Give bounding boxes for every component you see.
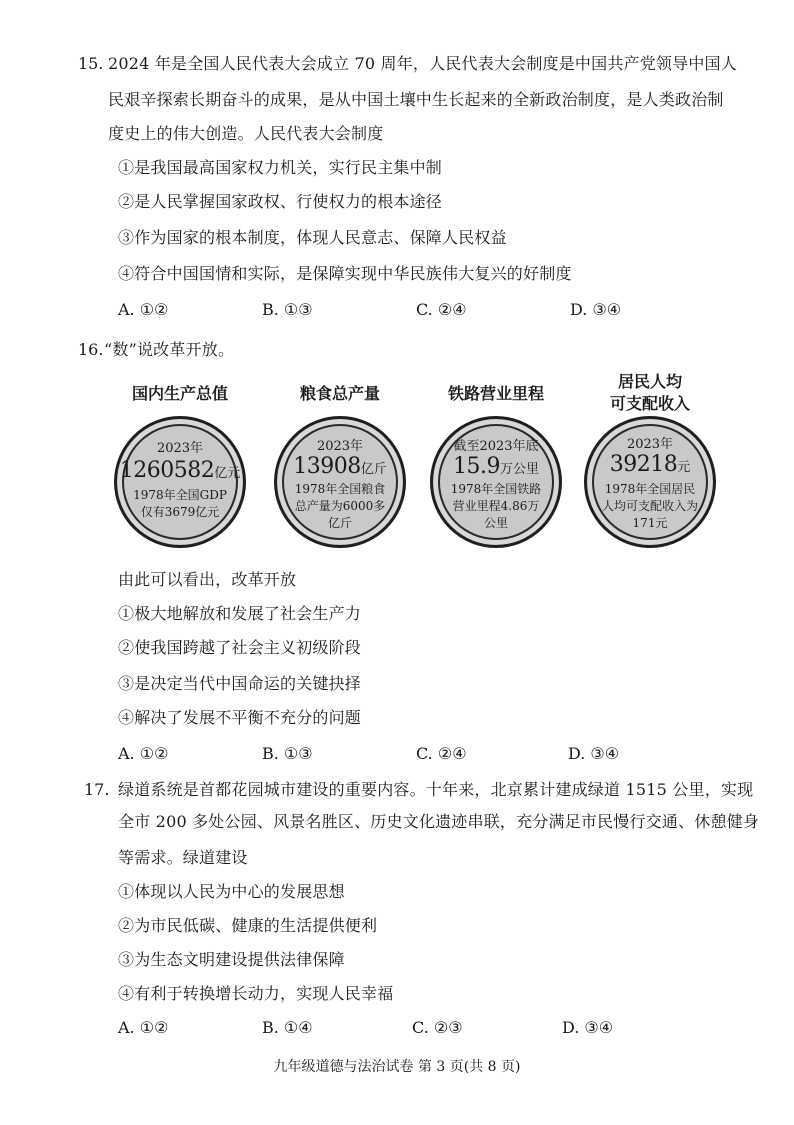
- question-16-item-1: ①极大地解放和发展了社会生产力: [118, 604, 362, 623]
- question-17-option-a[interactable]: A. ①②: [118, 1018, 169, 1037]
- question-15-item-3: ③作为国家的根本制度，体现人民意志、保障人民权益: [118, 228, 507, 247]
- circle-1-note: 1978年全国GDP仅有3679亿元: [133, 488, 227, 519]
- question-15-item-4: ④符合中国国情和实际，是保障实现中华民族伟大复兴的好制度: [118, 264, 572, 283]
- question-15-option-d[interactable]: D. ③④: [570, 300, 622, 319]
- circle-4-title-line-1: 居民人均: [617, 372, 682, 391]
- question-15-item-1: ①是我国最高国家权力机关，实行民主集中制: [118, 158, 443, 177]
- circle-3-value: [433, 455, 559, 482]
- circle-2-title: 粮食总产量: [299, 384, 380, 403]
- circle-4-unit: 元: [677, 460, 691, 475]
- question-17-number: 17.: [84, 780, 110, 799]
- question-15-stem-line-1: 2024 年是全国人民代表大会成立 70 周年，人民代表大会制度是中国共产党领导中国人: [108, 54, 737, 73]
- question-16-number: 16.: [78, 340, 104, 359]
- income-circle: [584, 416, 716, 548]
- question-17-option-d[interactable]: D. ③④: [562, 1018, 614, 1037]
- circle-3-note: 1978年全国铁路营业里程4.86万公里: [450, 482, 542, 530]
- page-footer: 九年级道德与法治试卷 第 3 页(共 8 页): [273, 1059, 521, 1075]
- question-15-option-a[interactable]: A. ①②: [118, 300, 169, 319]
- circle-3-year: 截至2023年底: [453, 439, 539, 454]
- question-15-item-2: ②是人民掌握国家政权、行使权力的根本途径: [118, 192, 443, 211]
- circle-1-title: 国内生产总值: [131, 384, 228, 403]
- question-17-item-3: ③为生态文明建设提供法律保障: [118, 950, 345, 969]
- question-15-stem-line-2: 民艰辛探索长期奋斗的成果，是从中国土壤中生长起来的全新政治制度，是人类政治制: [108, 90, 724, 109]
- circle-1-unit: 亿元: [214, 466, 241, 481]
- question-17-item-4: ④有利于转换增长动力，实现人民幸福: [118, 984, 394, 1003]
- question-16-option-d[interactable]: D. ③④: [568, 744, 620, 763]
- question-17-option-c[interactable]: C. ②③: [412, 1018, 463, 1037]
- question-16-option-a[interactable]: A. ①②: [118, 744, 169, 763]
- question-17-stem-line-2: 全市 200 多处公园、风景名胜区、历史文化遗迹串联，充分满足市民慢行交通、休憩健身: [118, 812, 760, 831]
- circle-2-unit: 亿斤: [360, 462, 387, 477]
- question-17-stem-line-3: 等需求。绿道建设: [118, 848, 248, 867]
- question-16-item-3: ③是决定当代中国命运的关键抉择: [118, 674, 362, 693]
- circle-2-note: 1978年全国粮食总产量为6000多亿斤: [294, 482, 386, 530]
- circle-4-year: 2023年: [626, 437, 674, 452]
- question-16-item-2: ②使我国跨越了社会主义初级阶段: [118, 638, 362, 657]
- question-16-option-b[interactable]: B. ①③: [262, 744, 313, 763]
- circle-4-note: 1978年全国居民人均可支配收入为171元: [601, 482, 698, 530]
- question-17-item-1: ①体现以人民为中心的发展思想: [118, 882, 345, 901]
- circle-1-value: [117, 459, 243, 486]
- circle-4-number: 39218: [609, 452, 678, 477]
- circle-2-value: [277, 455, 403, 482]
- grain-circle: [274, 416, 406, 548]
- circle-2-number: 13908: [293, 454, 361, 479]
- question-17-stem-line-1: 绿道系统是首都花园城市建设的重要内容。十年来，北京累计建成绿道 1515 公里，实现: [118, 780, 754, 799]
- question-16-item-4: ④解决了发展不平衡不充分的问题: [118, 708, 362, 727]
- circle-1-year: 2023年: [156, 441, 204, 456]
- question-15-number: 15.: [78, 54, 104, 73]
- question-15-stem-line-3: 度史上的伟大创造。人民代表大会制度: [108, 124, 384, 143]
- circle-4-title-line-2: 可支配收入: [609, 394, 690, 413]
- circle-4-value: [587, 453, 713, 480]
- question-16-stem: “数”说改革开放。: [104, 340, 235, 359]
- question-17-option-b[interactable]: B. ①④: [262, 1018, 313, 1037]
- railway-circle: [430, 416, 562, 548]
- circle-1-number: 1260582: [119, 458, 215, 483]
- question-15-option-b[interactable]: B. ①③: [262, 300, 313, 319]
- circle-2-year: 2023年: [316, 439, 364, 454]
- question-17-item-2: ②为市民低碳、健康的生活提供便利: [118, 916, 378, 935]
- circle-3-unit: 万公里: [499, 462, 539, 477]
- question-15-option-c[interactable]: C. ②④: [416, 300, 467, 319]
- circle-3-title: 铁路营业里程: [447, 384, 544, 403]
- question-16-option-c[interactable]: C. ②④: [416, 744, 467, 763]
- circle-3-number: 15.9: [453, 454, 500, 479]
- question-16-lead: 由此可以看出，改革开放: [118, 570, 297, 589]
- gdp-circle: [114, 416, 246, 548]
